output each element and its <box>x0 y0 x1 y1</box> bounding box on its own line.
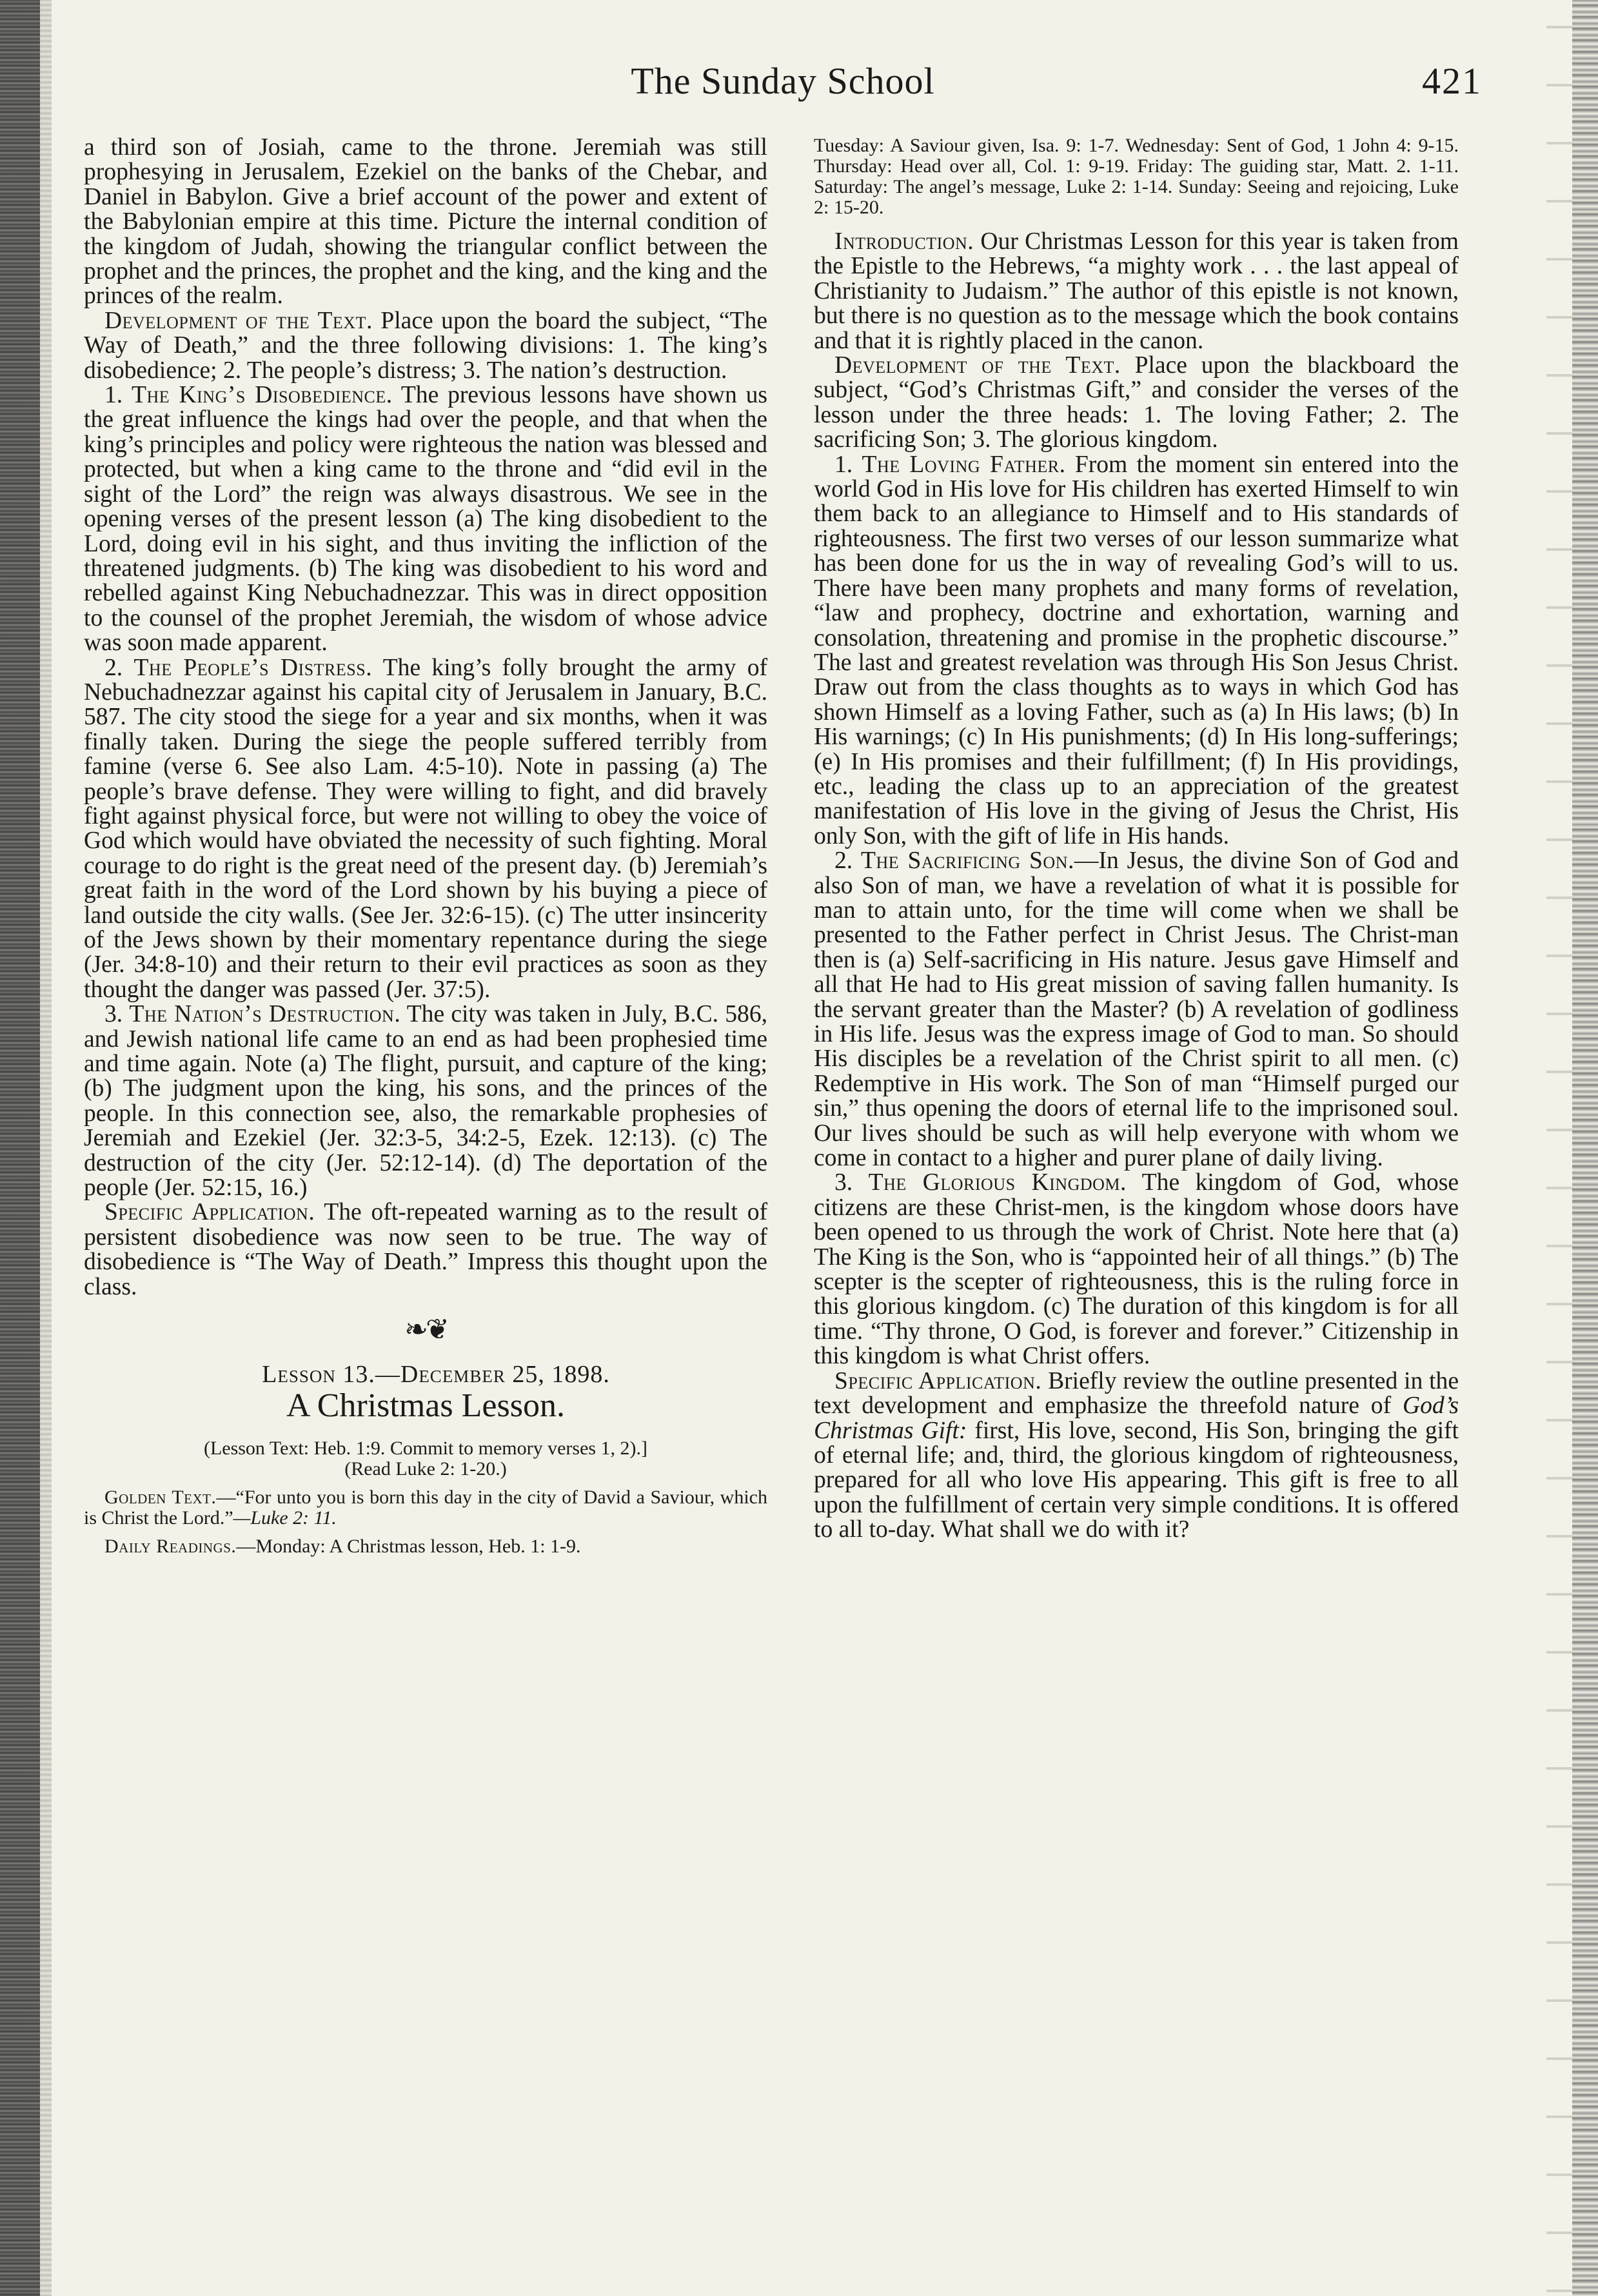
lesson-title: A Christmas Lesson. <box>286 1387 565 1424</box>
section-peoples-distress <box>84 656 767 1003</box>
development-text: Place upon the blackboard the subject, “God’s Christmas Gift,” and consider the verses of the lesson under the three heads: 1. The loving Father; 2. The sacrificing Son; 3. The glorious kingdom. <box>814 352 1459 453</box>
book-spine-shadow <box>0 0 40 2296</box>
section-sacrificing-son <box>814 849 1459 1171</box>
right-column <box>814 135 1459 1543</box>
section-number: 3. <box>104 1001 130 1028</box>
golden-text-reference: —Luke 2: 11. <box>233 1507 337 1529</box>
daily-readings-heading: Daily Readings. <box>104 1535 237 1557</box>
section-number: 3. <box>834 1169 869 1196</box>
page-edge <box>1572 0 1598 2296</box>
running-title: The Sunday School <box>631 60 935 102</box>
section-heading: The Nation’s Destruction. <box>129 1001 401 1028</box>
section-nations-destruction <box>84 1002 767 1200</box>
ornament-divider-icon: ❧❦ <box>404 1314 447 1346</box>
page-number: 421 <box>1422 60 1482 102</box>
section-number: 1. <box>104 382 132 409</box>
golden-text <box>84 1487 767 1529</box>
lesson-text-reference: (Lesson Text: Heb. 1:9. Commit to memory verses 1, 2).] <box>203 1437 648 1459</box>
page-edge-speckle <box>1546 0 1572 2296</box>
daily-readings-continued: Tuesday: A Saviour given, Isa. 9: 1-7. Wednesday: Sent of God, 1 John 4: 9-15. Thursday: Head over all, Col. 1: 9-19. Friday: The guiding star, Matt. 2. 1-11. Saturday: The angel’s message, Luke 2: 1-14. Sunday: Seeing and rejoicing, Luke 2: 15-20. <box>814 135 1459 218</box>
development-heading: Development of the Text. <box>834 352 1121 379</box>
section-heading: The Loving Father. <box>862 451 1066 478</box>
section-number: 2. <box>104 654 134 681</box>
section-text: The city was taken in July, B.C. 586, and Jewish national life came to an end as had been prophesied time and time again. Note (a) The flight, pursuit, and capture of the king; (b) The judgment upon the king, his sons, and the princes of the people. In this connection see, also, the remarkable prophesies of Jeremiah and Ezekiel (Jer. 32:3-5, 34:2-5, Ezek. 12:13). (c) The destruction of the city (Jer. 52:12-14). (d) The deportation of the people (Jer. 52:15, 16.) <box>84 1001 768 1202</box>
development-text: Place upon the board the subject, “The Way of Death,” and the three following divisions: 1. The king’s disobedience; 2. The people’s distress; 3. The nation’s destruction. <box>84 307 768 384</box>
section-loving-father <box>814 453 1459 849</box>
section-text: The kingdom of God, whose citizens are these Christ-men, is the kingdom whose doors have been opened to us through the work of Christ. Note here that (a) The King is the Son, who is “appointed heir of all things.” (b) The scepter is the scepter of righteousness, this is the ruling force in this glorious kingdom. (c) The duration of this kingdom is for all time. “Thy throne, O God, is forever and forever.” Citizenship in this kingdom is what Christ offers. <box>814 1169 1459 1370</box>
application-text: Briefly review the outline presented in the text development and emphasize the threefold nature of <box>814 1367 1459 1420</box>
golden-text-heading: Golden Text. <box>104 1486 217 1508</box>
section-text: The previous lessons have shown us the great influence the kings had over the people, and that when the king’s principles and policy were righteous the nation was blessed and protected, but when a king came to the throne and “did evil in the sight of the Lord” the reign was always disastrous. We see in the opening verses of the present lesson (a) The king disobedient to the Lord, doing evil in his sight, and thus inviting the infliction of the threatened judgments. (b) The king was disobedient to his word and rebelled against King Nebuchadnezzar. This was in direct opposition to the counsel of the prophet Jeremiah, the wisdom of whose advice was soon made apparent. <box>84 382 768 657</box>
daily-readings-text: —Monday: A Christmas lesson, Heb. 1: 1-9. <box>236 1535 581 1557</box>
lesson-number: Lesson 13.—December 25, 1898. <box>262 1360 610 1388</box>
application-emphasis: God’s Christmas Gift: <box>814 1392 1459 1444</box>
introduction-heading: Introduction. <box>834 228 974 255</box>
introduction-paragraph <box>814 230 1459 353</box>
application-heading: Specific Application. <box>834 1367 1042 1394</box>
intro-paragraph: a third son of Josiah, came to the throne. Jeremiah was still prophesying in Jerusalem, Ezekiel on the banks of the Chebar, and Daniel in Babylon. Give a brief account of the power and extent of the Babylonian empire at this time. Picture the internal condition of the kingdom of Judah, showing the triangular conflict between the prophet and the princes, the prophet and the king, and the king and the princes of the realm. <box>84 134 767 310</box>
section-kings-disobedience <box>84 383 767 655</box>
development-paragraph <box>814 353 1459 453</box>
application-text-end: first, His love, second, His Son, bringing the gift of eternal life; and, third, the glorious kingdom of righteousness, prepared for all who love His appearing. This gift is free to all upon the fulfillment of certain very simple conditions. It is offered to all to-day. What shall we do with it? <box>814 1417 1459 1543</box>
section-number: 2. <box>834 847 862 875</box>
application-heading: Specific Application. <box>104 1199 315 1226</box>
application-text: The oft-repeated warning as to the result of persistent disobedience was now seen to be true. The way of disobedience is “The Way of Death.” Impress this thought upon the class. <box>84 1199 767 1300</box>
development-heading: Development of the Text. <box>104 307 373 334</box>
daily-readings <box>84 1536 767 1557</box>
section-text: From the moment sin entered into the world God in His love for His children has exerted Himself to win them back to an allegiance to Himself and to His standards of righteousness. The first two verses of our lesson summarize what has been done for us the in way of revealing God’s will to us. There have been many prophets and many forms of revelation, “law and prophecy, doctrine and exhortation, warning and consolation, threatening and promise in the prophetic discourse.” The last and greatest revelation was through His Son Jesus Christ. Draw out from the class thoughts as to ways in which God has shown Himself as a loving Father, such as (a) In His laws; (b) In His warnings; (c) In His punishments; (d) In His long-sufferings; (e) In His promises and their fulfillment; (f) In His providings, etc., leading the class up to an appreciation of the greatest manifestation of His love in the giving of Jesus the Christ, His only Son, with the gift of life in His hands. <box>814 451 1459 849</box>
introduction-text: Our Christmas Lesson for this year is taken from the Epistle to the Hebrews, “a mighty work . . . the last appeal of Christianity to Judaism.” The author of this epistle is not known, but there is no question as to the message which the book contains and that it is rightly placed in the canon. <box>814 228 1459 354</box>
specific-application-paragraph <box>814 1369 1459 1543</box>
section-heading: The King’s Disobedience. <box>132 382 393 409</box>
section-text: The king’s folly brought the army of Nebuchadnezzar against his capital city of Jerusalem in January, B.C. 587. The city stood the siege for a year and six months, when it was finally taken. During the siege the people suffered terribly from famine (verse 6. See also Lam. 4:5-10). Note in passing (a) The people’s brave defense. They were willing to fight, and did bravely fight against physical force, but were not willing to obey the voice of God which would have obviated the necessity of such fighting. Moral courage to do right is the great need of the present day. (b) Jeremiah’s great faith in the word of the Lord shown by his buying a piece of land outside the city walls. (See Jer. 32:6-15). (c) The utter insincerity of the Jews shown by their momentary repentance during the siege (Jer. 34:8-10) and their return to their evil practices as soon as they thought the danger was passed (Jer. 37:5). <box>84 654 767 1003</box>
section-glorious-kingdom <box>814 1171 1459 1369</box>
left-column <box>84 135 767 1557</box>
section-number: 1. <box>834 451 862 478</box>
section-heading: The Sacrificing Son. <box>861 847 1074 875</box>
section-text: —In Jesus, the divine Son of God and also Son of man, we have a revelation of what it is possible for man to attain unto, for the time will come when we shall be presented to the Father perfect in Christ Jesus. The Christ-man then is (a) Self-sacrificing in His nature. Jesus gave Himself and all that He had to His great mission of saving fallen humanity. Is the servant greater than the Master? (b) A revelation of godliness in His life. Jesus was the express image of God to man. So should His disciples be a revelation of the Christ spirit to all men. (c) Redemptive in His work. The Son of man “Himself purged our sin,” thus opening the doors of eternal life to the imprisoned soul. Our lives should be such as will help everyone with whom we come in contact to a higher and purer plane of daily living. <box>814 847 1459 1172</box>
specific-application-paragraph <box>84 1200 767 1300</box>
running-head <box>84 59 1482 111</box>
section-heading: The People’s Distress. <box>133 654 373 681</box>
golden-text-body: —“For unto you is born this day in the city of David a Saviour, which is Christ the Lord.” <box>84 1486 767 1529</box>
gutter-shadow <box>40 0 52 2296</box>
section-heading: The Glorious Kingdom. <box>868 1169 1127 1196</box>
development-paragraph <box>84 309 767 383</box>
lesson-reading-reference: (Read Luke 2: 1-20.) <box>344 1458 507 1480</box>
